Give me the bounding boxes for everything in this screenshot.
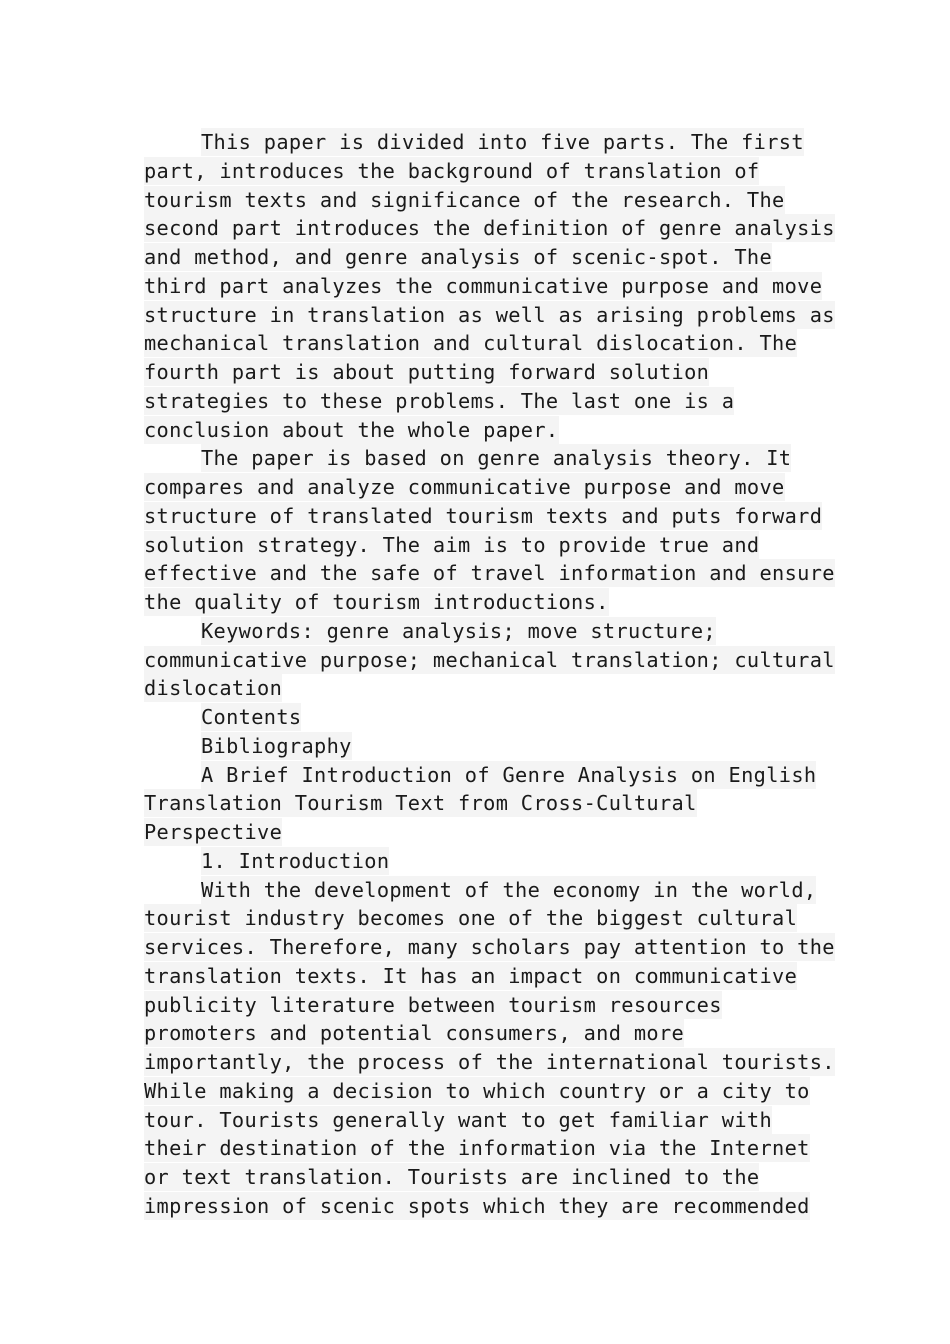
text-line-content: Keywords: genre analysis; move structure;	[201, 618, 716, 643]
text-line	[144, 416, 824, 445]
text-line	[144, 703, 824, 732]
text-line-content: and method, and genre analysis of scenic-spot. The	[144, 245, 773, 269]
text-line-content: second part introduces the definition of genre analysis	[144, 216, 835, 241]
text-line-content: importantly, the process of the international tourists.	[144, 1050, 835, 1074]
text-line-content: structure of translated tourism texts and puts forward	[144, 503, 823, 528]
text-line	[144, 962, 824, 991]
text-line-content: tourism texts and significance of the research. The	[144, 187, 785, 212]
text-line-content: conclusion about the whole paper.	[144, 417, 559, 442]
text-line	[144, 1163, 824, 1192]
document-body-text	[144, 128, 835, 1221]
text-line	[144, 214, 835, 243]
text-line	[144, 588, 824, 617]
text-line	[144, 674, 824, 703]
text-line-content: promoters and potential consumers, and more	[144, 1021, 685, 1046]
text-line	[144, 1106, 824, 1135]
text-line-content: 1. Introduction	[201, 848, 390, 873]
text-line	[144, 531, 824, 560]
text-line	[144, 1048, 835, 1077]
text-line-content: dislocation	[144, 676, 283, 701]
text-line-content: With the development of the economy in the world,	[201, 877, 817, 902]
text-line-content: communicative purpose; mechanical translation; cultural	[144, 647, 835, 672]
text-line	[144, 904, 824, 933]
text-line	[144, 818, 824, 847]
text-line	[144, 789, 824, 818]
text-line	[144, 1019, 824, 1048]
text-line-content: Bibliography	[201, 733, 352, 758]
text-line	[144, 502, 824, 531]
text-line-content: tourist industry becomes one of the biggest cultural	[144, 906, 798, 931]
text-line-content: third part analyzes the communicative purpose and move	[144, 273, 823, 298]
text-line-content: impression of scenic spots which they are recommended	[144, 1193, 810, 1218]
text-line	[144, 617, 824, 646]
text-line-content: publicity literature between tourism resources	[144, 992, 722, 1017]
text-line-content: Translation Tourism Text from Cross-Cultural	[144, 791, 697, 816]
text-line-content: the quality of tourism introductions.	[144, 590, 609, 614]
text-line-content: mechanical translation and cultural dislocation. The	[144, 331, 798, 356]
text-line-content: While making a decision to which country or a city to	[144, 1078, 810, 1103]
text-line	[144, 186, 824, 215]
text-line-content: services. Therefore, many scholars pay attention to the	[144, 935, 835, 959]
text-line-content: Contents	[201, 705, 302, 729]
text-line-content: tour. Tourists generally want to get familiar with	[144, 1107, 773, 1132]
text-line	[144, 559, 835, 588]
text-line	[144, 1077, 824, 1106]
text-line	[144, 1192, 824, 1221]
text-line-content: strategies to these problems. The last one is a	[144, 388, 735, 413]
text-line	[144, 157, 824, 186]
text-line	[144, 243, 824, 272]
text-line-content: The paper is based on genre analysis theory. It	[201, 446, 792, 471]
text-line-content: effective and the safe of travel information and ensure	[144, 561, 835, 586]
text-line	[144, 991, 824, 1020]
text-line	[144, 847, 824, 876]
text-line-content: Perspective	[144, 820, 283, 844]
text-line-content: solution strategy. The aim is to provide true and	[144, 532, 760, 557]
text-line	[144, 272, 824, 301]
text-line-content: A Brief Introduction of Genre Analysis on English	[201, 762, 817, 787]
text-line-content: translation texts. It has an impact on communicative	[144, 963, 798, 988]
text-line-content: part, introduces the background of translation of	[144, 158, 760, 183]
text-line-content: structure in translation as well as arising problems as	[144, 302, 835, 327]
text-line	[144, 329, 824, 358]
text-line-content: fourth part is about putting forward solution	[144, 360, 710, 384]
text-line	[144, 444, 824, 473]
text-line	[144, 358, 824, 387]
text-line	[144, 1134, 824, 1163]
text-line-content: or text translation. Tourists are inclined to the	[144, 1165, 760, 1189]
text-line-content: their destination of the information via the Internet	[144, 1136, 810, 1161]
text-line	[144, 473, 824, 502]
text-line-content: This paper is divided into five parts. The first	[201, 130, 804, 154]
text-line	[144, 646, 835, 675]
text-line-content: compares and analyze communicative purpose and move	[144, 475, 785, 499]
text-line	[144, 933, 835, 962]
text-line	[144, 876, 824, 905]
text-line	[144, 128, 824, 157]
text-line	[144, 732, 824, 761]
text-line	[144, 301, 835, 330]
text-line	[144, 761, 824, 790]
text-line	[144, 387, 824, 416]
